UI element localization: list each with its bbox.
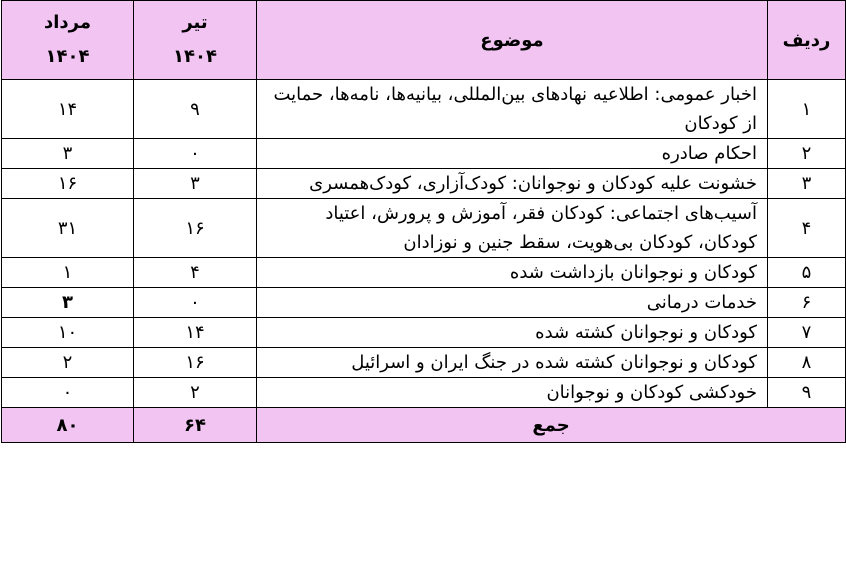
header-mordad bbox=[2, 1, 134, 80]
row-tir: ۳ bbox=[134, 169, 257, 199]
row-tir: ۴ bbox=[134, 258, 257, 288]
header-mordad-month: مرداد bbox=[44, 12, 91, 33]
row-tir: ۱۴ bbox=[134, 318, 257, 348]
row-mordad: ۰ bbox=[2, 378, 134, 408]
row-mordad: ۳ bbox=[2, 288, 134, 318]
header-mordad-year: ۱۴۰۴ bbox=[45, 46, 90, 67]
row-mordad: ۱ bbox=[2, 258, 134, 288]
row-index: ۱ bbox=[768, 80, 846, 139]
row-topic: خودکشی کودکان و نوجوانان bbox=[257, 378, 768, 408]
row-mordad: ۱۶ bbox=[2, 169, 134, 199]
table-row bbox=[2, 378, 846, 408]
row-topic: آسیب‌های اجتماعی: کودکان فقر، آموزش و پرورش، اعتیاد کودکان، کودکان بی‌هویت، سقط جنین و نوزادان bbox=[257, 199, 768, 258]
header-tir-month: تیر bbox=[182, 12, 208, 33]
row-index: ۲ bbox=[768, 139, 846, 169]
row-index: ۸ bbox=[768, 348, 846, 378]
table-row bbox=[2, 199, 846, 258]
row-tir: ۱۶ bbox=[134, 199, 257, 258]
row-tir: ۰ bbox=[134, 139, 257, 169]
row-mordad: ۲ bbox=[2, 348, 134, 378]
total-row bbox=[2, 408, 846, 443]
row-mordad: ۱۴ bbox=[2, 80, 134, 139]
row-index: ۹ bbox=[768, 378, 846, 408]
table-row bbox=[2, 258, 846, 288]
row-mordad: ۳۱ bbox=[2, 199, 134, 258]
row-index: ۳ bbox=[768, 169, 846, 199]
row-tir: ۰ bbox=[134, 288, 257, 318]
header-index: ردیف bbox=[768, 1, 846, 80]
row-index: ۴ bbox=[768, 199, 846, 258]
table-row bbox=[2, 348, 846, 378]
table-row bbox=[2, 288, 846, 318]
row-topic: کودکان و نوجوانان کشته شده bbox=[257, 318, 768, 348]
statistics-table bbox=[1, 0, 846, 443]
total-label: جمع bbox=[257, 408, 846, 443]
row-topic: کودکان و نوجوانان بازداشت شده bbox=[257, 258, 768, 288]
header-row bbox=[2, 1, 846, 80]
total-mordad: ۸۰ bbox=[2, 408, 134, 443]
row-tir: ۹ bbox=[134, 80, 257, 139]
header-topic: موضوع bbox=[257, 1, 768, 80]
row-index: ۷ bbox=[768, 318, 846, 348]
row-index: ۶ bbox=[768, 288, 846, 318]
row-mordad: ۳ bbox=[2, 139, 134, 169]
table-row bbox=[2, 80, 846, 139]
table-row bbox=[2, 169, 846, 199]
row-topic: اخبار عمومی: اطلاعیه نهادهای بین‌المللی، بیانیه‌ها، نامه‌ها، حمایت از کودکان bbox=[257, 80, 768, 139]
row-topic: کودکان و نوجوانان کشته شده در جنگ ایران و اسرائیل bbox=[257, 348, 768, 378]
row-tir: ۲ bbox=[134, 378, 257, 408]
row-topic: خدمات درمانی bbox=[257, 288, 768, 318]
row-topic: احکام صادره bbox=[257, 139, 768, 169]
header-tir-year: ۱۴۰۴ bbox=[173, 46, 217, 67]
row-mordad: ۱۰ bbox=[2, 318, 134, 348]
table-row bbox=[2, 139, 846, 169]
header-tir bbox=[134, 1, 257, 80]
row-topic: خشونت علیه کودکان و نوجوانان: کودک‌آزاری، کودک‌همسری bbox=[257, 169, 768, 199]
table-row bbox=[2, 318, 846, 348]
row-tir: ۱۶ bbox=[134, 348, 257, 378]
row-index: ۵ bbox=[768, 258, 846, 288]
total-tir: ۶۴ bbox=[134, 408, 257, 443]
